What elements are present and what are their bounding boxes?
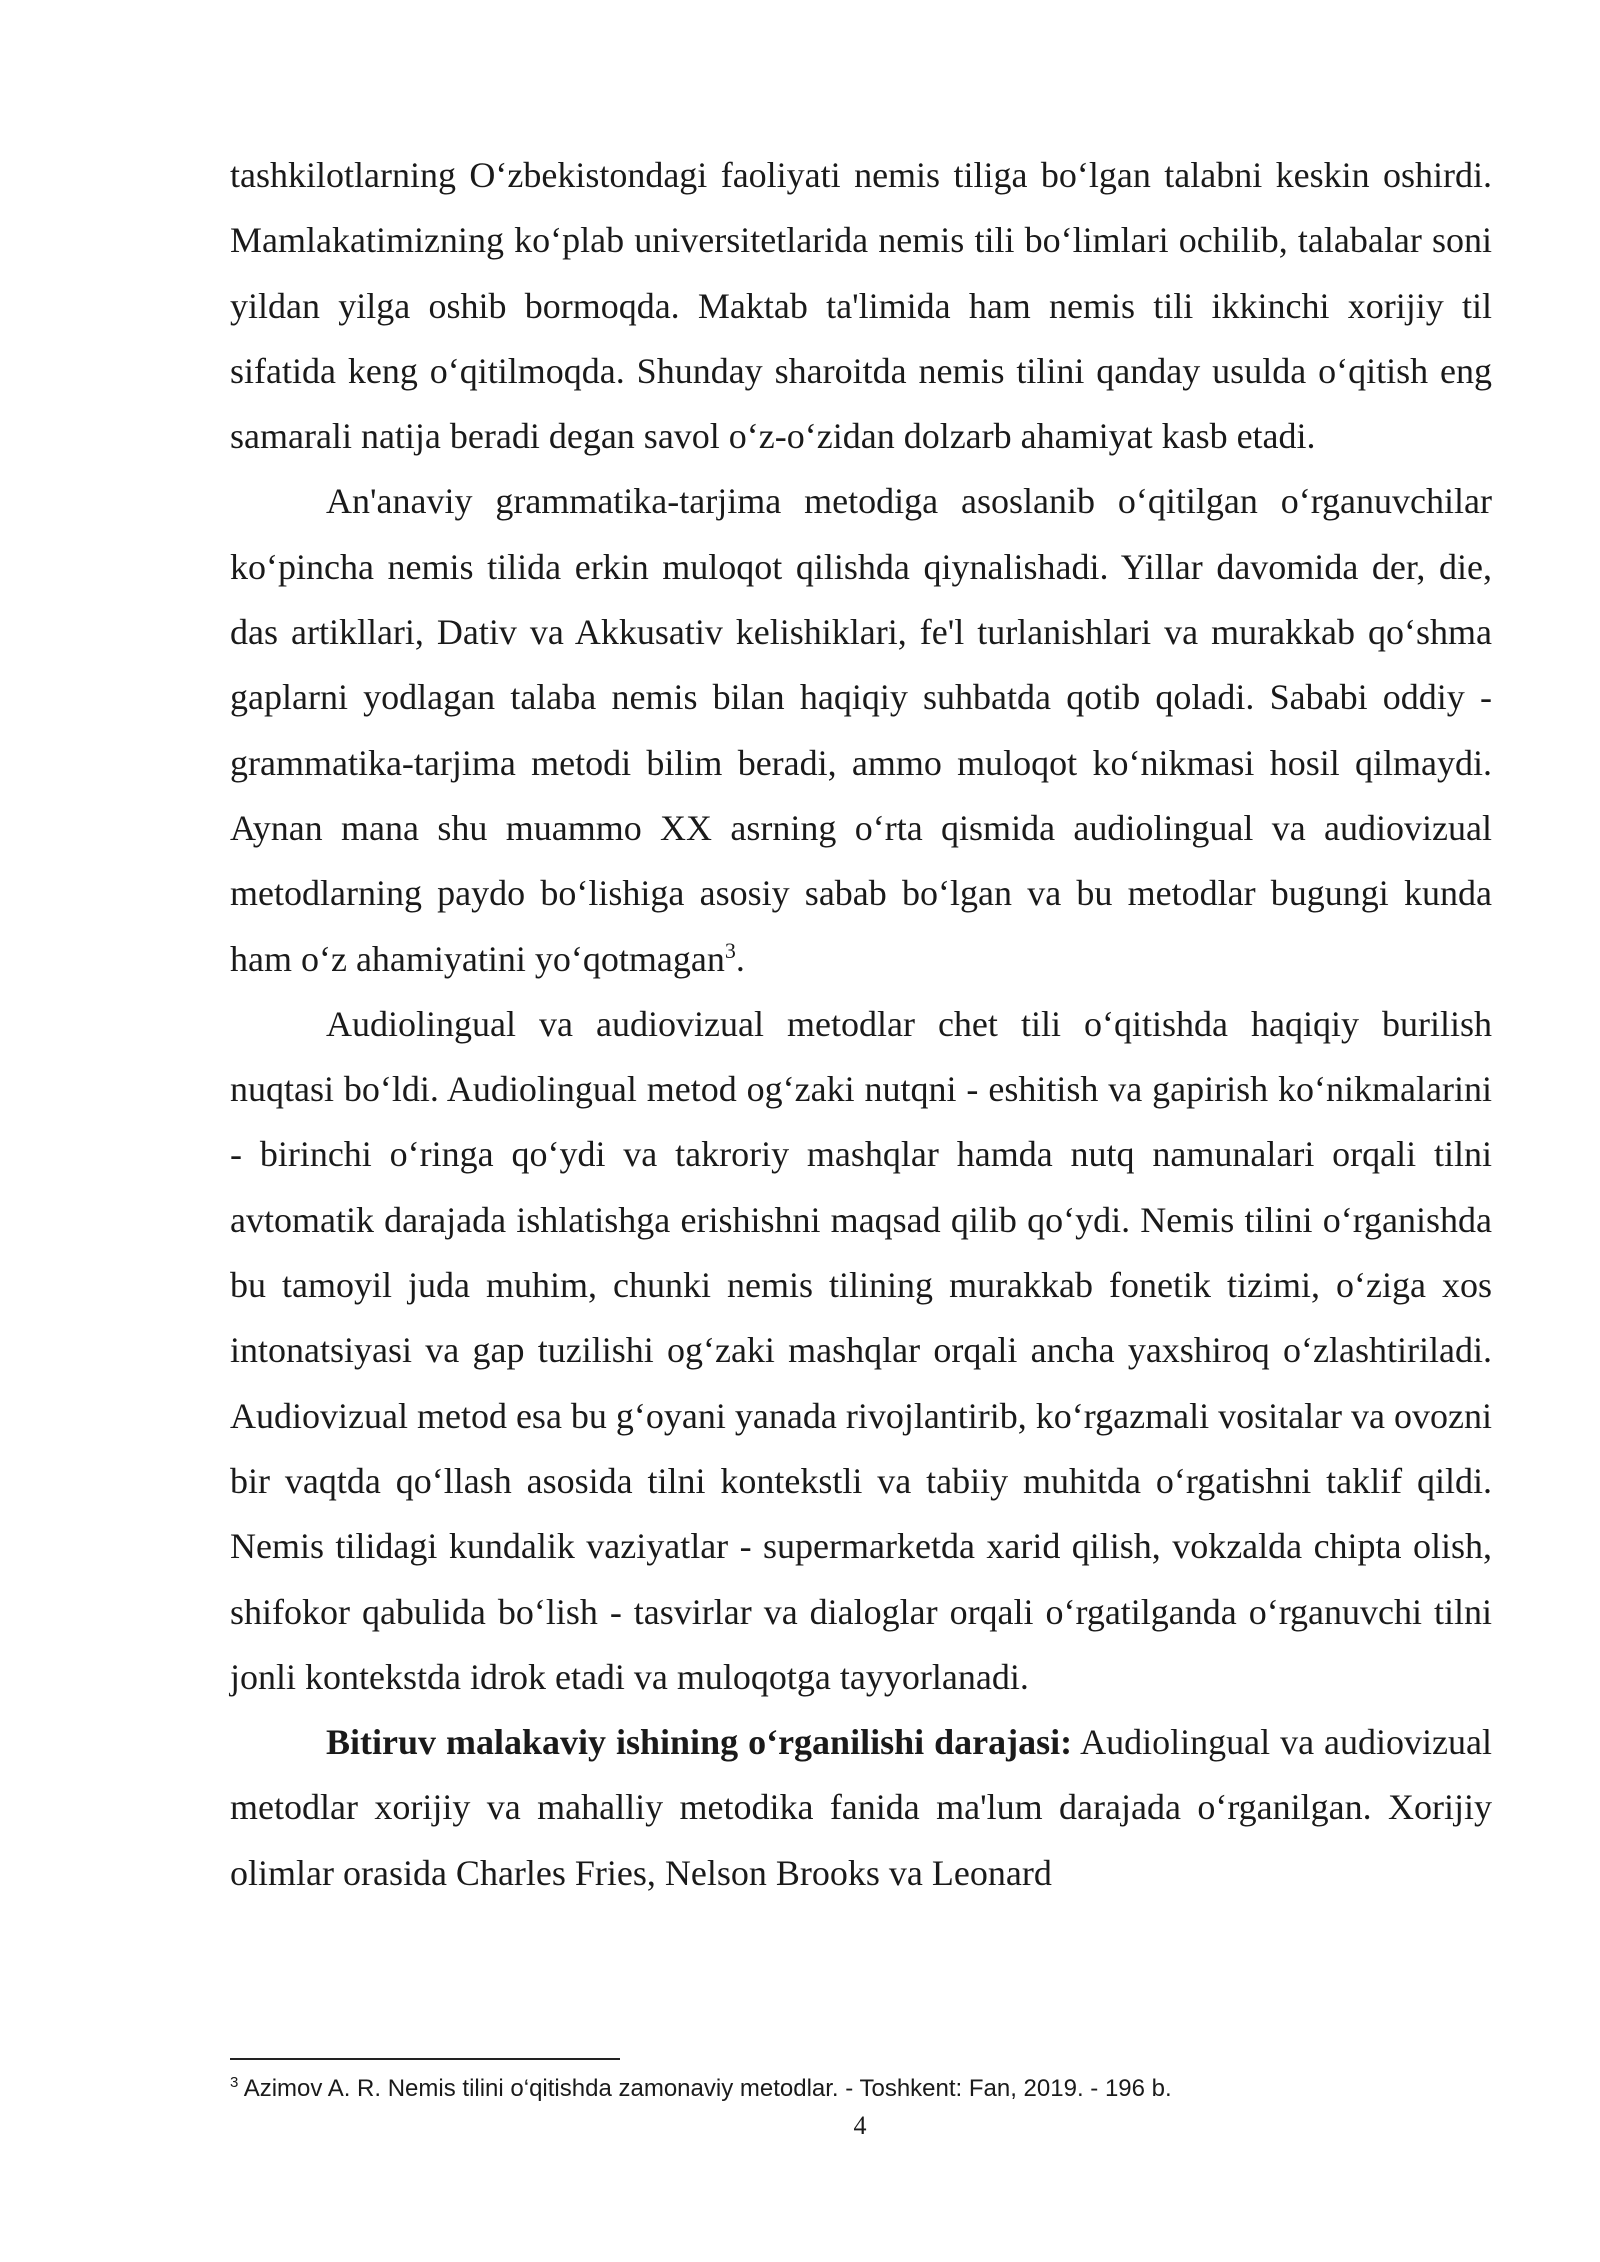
footnote (230, 2073, 1492, 2105)
footnote-separator (230, 2058, 620, 2060)
paragraph-end-punctuation: . (735, 938, 745, 979)
document-body (230, 143, 1492, 1906)
paragraph-text: tashkilotlarning O‘zbekistondagi faoliyati nemis tiliga bo‘lgan talabni keskin oshirdi. Mamlakatimizning ko‘plab universitetlarida nemis tili bo‘limlari ochilib, talabalar soni yildan yilga oshib bormoqda. Maktab ta'limida ham nemis tili ikkinchi xorijiy til sifatida keng o‘qitilmoqda. Shunday sharoitda nemis tilini qanday usulda o‘qitish eng samarali natija beradi degan savol o‘z-o‘zidan dolzarb ahamiyat kasb etadi. (230, 155, 1492, 457)
section-heading: Bitiruv malakaviy ishining o‘rganilishi darajasi: (326, 1722, 1073, 1763)
footnote-reference[interactable]: 3 (724, 937, 736, 963)
paragraph-research-degree (230, 1710, 1492, 1906)
paragraph-intro (230, 143, 1492, 469)
footnote-number: 3 (230, 2074, 239, 2091)
paragraph-text: Audiolingual va audiovizual metodlar chet tili o‘qitishda haqiqiy burilish nuqtasi bo‘ldi. Audiolingual metod og‘zaki nutqni - eshitish va gapirish ko‘nikmalarini - birinchi o‘ringa qo‘ydi va takroriy mashqlar hamda nutq namunalari orqali tilni avtomatik darajada ishlatishga erishishni maqsad qilib qo‘ydi. Nemis tilini o‘rganishda bu tamoyil juda muhim, chunki nemis tilining murakkab fonetik tizimi, o‘ziga xos intonatsiyasi va gap tuzilishi og‘zaki mashqlar orqali ancha yaxshiroq o‘zlashtiriladi. Audiovizual metod esa bu g‘oyani yanada rivojlantirib, ko‘rgazmali vositalar va ovozni bir vaqtda qo‘llash asosida tilni kontekstli va tabiiy muhitda o‘rgatishni taklif qildi. Nemis tilidagi kundalik vaziyatlar - supermarketda xarid qilish, vokzalda chipta olish, shifokor qabulida bo‘lish - tasvirlar va dialoglar orqali o‘rgatilganda o‘rganuvchi tilni jonli kontekstda idrok etadi va muloqotga tayyorlanadi. (230, 1003, 1492, 1697)
paragraph-audiolingual-methods (230, 992, 1492, 1710)
page-number: 4 (853, 2111, 867, 2140)
paragraph-grammar-translation (230, 469, 1492, 991)
footnote-text: Azimov A. R. Nemis tilini o‘qitishda zamonaviy metodlar. - Toshkent: Fan, 2019. - 196 b. (238, 2075, 1172, 2102)
paragraph-text: Audiolingual va audiovizual metodlar xorijiy va mahalliy metodika fanida ma'lum darajada o‘rganilgan. Xorijiy olimlar orasida Charles Fries, Nelson Brooks va Leonard (230, 1722, 1492, 1893)
paragraph-text: An'anaviy grammatika-tarjima metodiga asoslanib o‘qitilgan o‘rganuvchilar ko‘pincha nemis tilida erkin muloqot qilishda qiynalishadi. Yillar davomida der, die, das artikllari, Dativ va Akkusativ kelishiklari, fe'l turlanishlari va murakkab qo‘shma gaplarni yodlagan talaba nemis bilan haqiqiy suhbatda qotib qoladi. Sababi oddiy - grammatika-tarjima metodi bilim beradi, ammo muloqot ko‘nikmasi hosil qilmaydi. Aynan mana shu muammo XX asrning o‘rta qismida audiolingual va audiovizual metodlarning paydo bo‘lishiga asosiy sabab bo‘lgan va bu metodlar bugungi kunda ham o‘z ahamiyatini yo‘qotmagan (230, 481, 1492, 979)
